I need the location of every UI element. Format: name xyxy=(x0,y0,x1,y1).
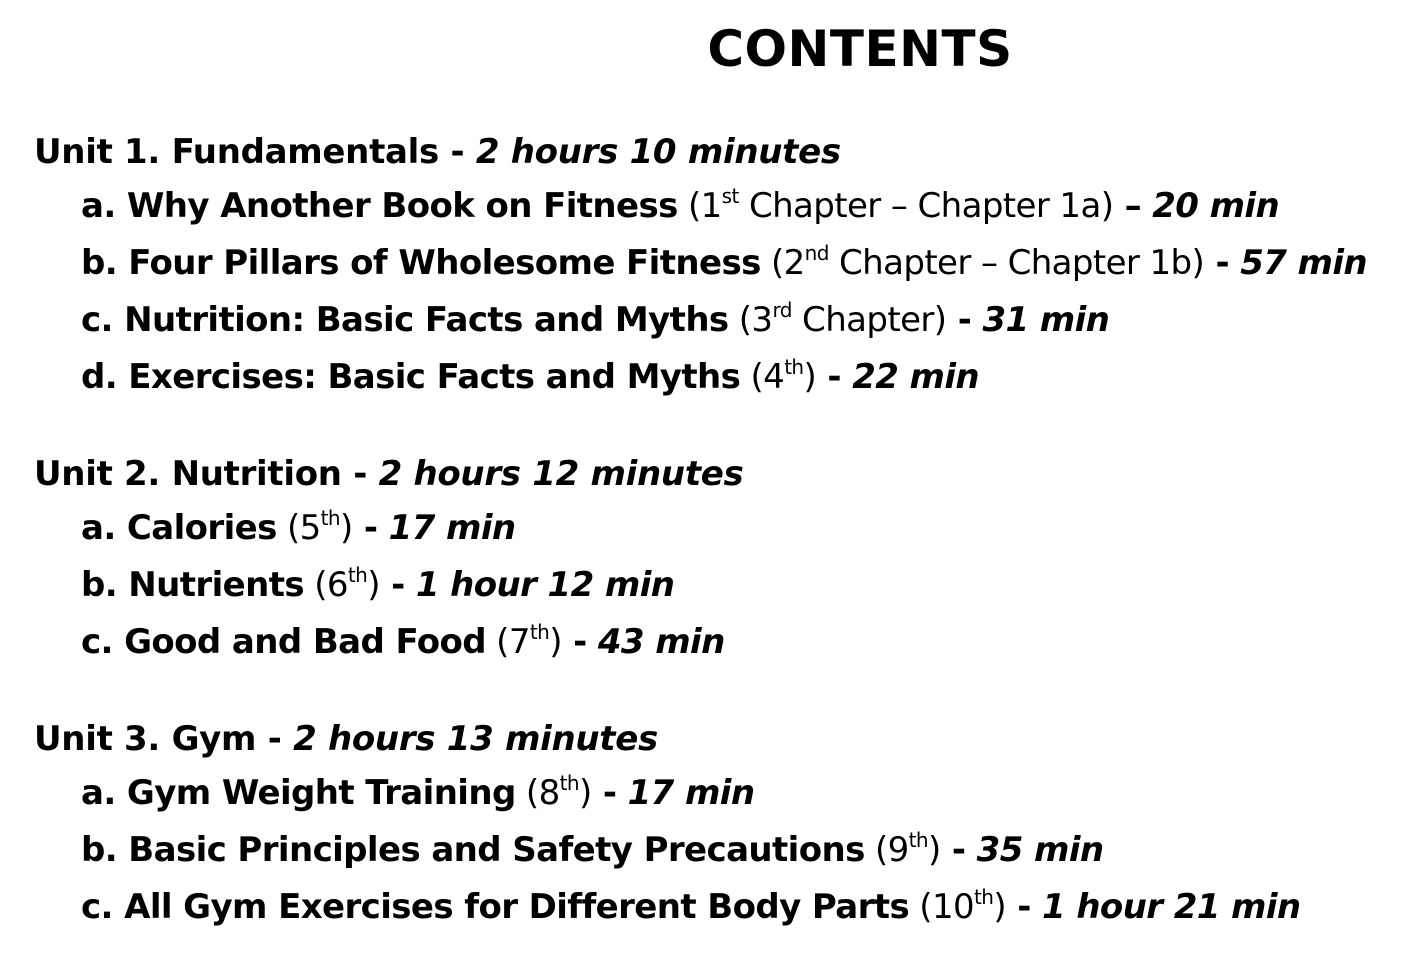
ordinal-suffix: th xyxy=(784,354,804,379)
ordinal-suffix: th xyxy=(908,827,928,852)
item-separator: - xyxy=(561,622,598,662)
unit-1 xyxy=(34,126,1414,406)
item-separator: – xyxy=(1113,186,1153,226)
item-separator: - xyxy=(940,830,977,870)
item-title: a. Calories xyxy=(81,508,277,548)
item-title: b. Nutrients xyxy=(81,565,304,605)
toc-item xyxy=(34,557,1414,614)
unit-heading xyxy=(34,126,1414,178)
item-chapter: (5th) xyxy=(276,505,353,548)
ordinal-suffix: st xyxy=(721,183,739,208)
unit-title: Unit 2. Nutrition xyxy=(34,454,342,494)
item-title: b. Basic Principles and Safety Precautions xyxy=(81,830,865,870)
unit-heading xyxy=(34,448,1414,500)
toc-item xyxy=(34,614,1414,671)
toc-item xyxy=(34,292,1414,349)
unit-separator: - xyxy=(341,454,379,494)
item-title: c. Good and Bad Food xyxy=(81,622,486,662)
toc-item xyxy=(34,500,1414,557)
item-title: c. All Gym Exercises for Different Body Parts xyxy=(81,887,910,927)
toc-item xyxy=(34,879,1414,936)
ordinal-suffix: th xyxy=(529,619,550,644)
unit-heading xyxy=(34,713,1414,765)
item-chapter: (9th) xyxy=(864,827,941,870)
item-duration: 17 min xyxy=(388,508,516,548)
unit-3 xyxy=(34,713,1414,936)
item-separator: - xyxy=(591,773,628,813)
toc-item xyxy=(34,235,1414,292)
toc-item xyxy=(34,822,1414,879)
item-duration: 43 min xyxy=(597,622,725,662)
item-duration: 1 hour 12 min xyxy=(415,565,675,605)
item-duration: 22 min xyxy=(852,357,980,397)
item-duration: 1 hour 21 min xyxy=(1042,887,1301,927)
item-chapter: (8th) xyxy=(515,770,592,813)
unit-2 xyxy=(34,448,1414,671)
item-separator: - xyxy=(1204,243,1241,283)
item-chapter: (6th) xyxy=(303,562,380,605)
item-duration: 35 min xyxy=(976,830,1104,870)
unit-title: Unit 3. Gym xyxy=(34,719,257,759)
item-chapter: (2nd Chapter – Chapter 1b) xyxy=(760,240,1205,283)
item-chapter: (10th) xyxy=(909,884,1007,927)
item-title: a. Gym Weight Training xyxy=(81,773,516,813)
item-duration: 57 min xyxy=(1240,243,1368,283)
ordinal-suffix: th xyxy=(320,505,340,530)
item-duration: 17 min xyxy=(627,773,755,813)
item-chapter: (1st Chapter – Chapter 1a) xyxy=(677,183,1114,226)
unit-duration: 2 hours 13 minutes xyxy=(293,719,658,759)
item-title: b. Four Pillars of Wholesome Fitness xyxy=(81,243,761,283)
item-chapter: (7th) xyxy=(485,619,562,662)
item-duration: 31 min xyxy=(982,300,1110,340)
item-separator: - xyxy=(352,508,389,548)
item-chapter: (4th) xyxy=(740,354,817,397)
toc-item xyxy=(34,765,1414,822)
ordinal-suffix: th xyxy=(559,770,579,795)
item-separator: - xyxy=(946,300,983,340)
ordinal-suffix: th xyxy=(974,884,994,909)
page-title: CONTENTS xyxy=(707,20,1013,78)
table-of-contents xyxy=(34,126,1414,978)
item-title: a. Why Another Book on Fitness xyxy=(81,186,678,226)
item-title: d. Exercises: Basic Facts and Myths xyxy=(81,357,741,397)
ordinal-suffix: nd xyxy=(804,240,829,265)
ordinal-suffix: rd xyxy=(772,297,792,322)
item-separator: - xyxy=(379,565,416,605)
unit-duration: 2 hours 10 minutes xyxy=(475,132,841,172)
toc-item xyxy=(34,349,1414,406)
unit-duration: 2 hours 12 minutes xyxy=(378,454,744,494)
item-duration: 20 min xyxy=(1152,186,1280,226)
unit-title: Unit 1. Fundamentals xyxy=(34,132,439,172)
item-chapter: (3rd Chapter) xyxy=(728,297,947,340)
item-separator: - xyxy=(816,357,853,397)
item-separator: - xyxy=(1006,887,1043,927)
unit-separator: - xyxy=(256,719,294,759)
toc-item xyxy=(34,178,1414,235)
item-title: c. Nutrition: Basic Facts and Myths xyxy=(81,300,729,340)
ordinal-suffix: th xyxy=(347,562,368,587)
unit-separator: - xyxy=(438,132,476,172)
